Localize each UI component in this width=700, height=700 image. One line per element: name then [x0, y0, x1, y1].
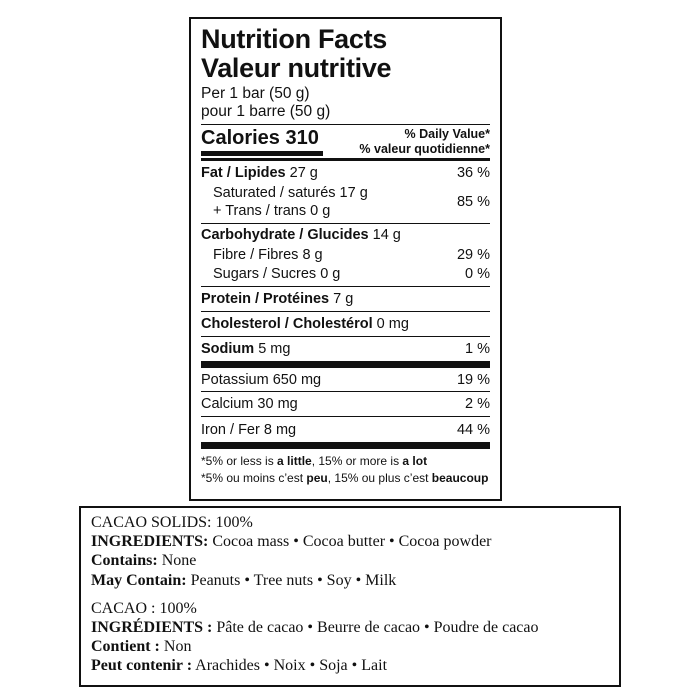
cacao-fr: CACAO : 100%	[91, 599, 197, 617]
iron-amount: 8 mg	[263, 421, 297, 438]
potassium-row	[201, 368, 490, 391]
protein-label: Protein / Protéines	[201, 291, 330, 307]
footnote-fr: *5% ou moins c’est peu, 15% ou plus c’est beaucoup	[201, 471, 489, 485]
potassium-amount: 650 mg	[272, 371, 322, 388]
iron-row	[201, 417, 490, 442]
fibre-row	[201, 245, 490, 264]
carbohydrate-row	[201, 224, 490, 245]
may-contain-en: May Contain: Peanuts • Tree nuts • Soy • Milk	[91, 571, 397, 589]
divider	[201, 361, 490, 368]
trans-row	[213, 202, 368, 220]
saturated-label: Saturated / saturés	[213, 185, 336, 201]
fibre-dv: 29 %	[456, 246, 490, 263]
calcium-row	[201, 392, 490, 416]
nutrition-facts-table	[189, 17, 502, 501]
calories-row	[201, 125, 490, 158]
protein-amount: 7 g	[333, 291, 354, 307]
dv-header-en: % Daily Value*	[404, 127, 490, 141]
daily-value-header	[359, 127, 490, 157]
ingredients-box	[79, 506, 621, 687]
cholesterol-row	[201, 312, 490, 336]
serving-en: Per 1 bar (50 g)	[201, 85, 310, 102]
calcium-label: Calcium	[201, 396, 254, 412]
contains-en: Contains: None	[91, 552, 197, 570]
title-en: Nutrition Facts	[201, 24, 388, 54]
fat-dv: 36 %	[456, 164, 490, 181]
calories-label: Calories	[201, 127, 280, 149]
sugars-label: Sugars / Sucres	[213, 265, 317, 282]
serving-fr: pour 1 barre (50 g)	[201, 103, 331, 120]
trans-amount: 0 g	[310, 203, 331, 219]
sugars-amount: 0 g	[320, 265, 341, 282]
contains-fr: Contient : Non	[91, 638, 192, 656]
cacao-solids-en: CACAO SOLIDS: 100%	[91, 514, 253, 531]
calcium-amount: 30 mg	[257, 396, 298, 412]
calcium-dv: 2 %	[465, 396, 490, 412]
cholesterol-label: Cholesterol / Cholestérol	[201, 316, 373, 332]
may-contain-fr: Peut contenir : Arachides • Noix • Soja • Lait	[91, 657, 388, 675]
carbohydrate-label: Carbohydrate / Glucides	[201, 226, 369, 243]
sat-trans-row	[201, 183, 490, 221]
ingredients-fr: INGRÉDIENTS : Pâte de cacao • Beurre de cacao • Poudre de cacao	[91, 619, 539, 637]
cholesterol-amount: 0 mg	[376, 316, 409, 332]
potassium-label: Potassium	[201, 371, 269, 388]
sugars-row	[201, 264, 490, 283]
sodium-row	[201, 337, 490, 361]
calories	[201, 127, 323, 156]
carbohydrate-amount: 14 g	[372, 226, 401, 243]
dv-header-fr: % valeur quotidienne*	[359, 142, 490, 156]
divider	[201, 442, 490, 449]
saturated-amount: 17 g	[339, 185, 368, 201]
potassium-dv: 19 %	[456, 371, 490, 388]
iron-label: Iron / Fer	[201, 421, 260, 438]
footnote-en: *5% or less is a little, 15% or more is a lot	[201, 454, 428, 468]
title-fr: Valeur nutritive	[201, 53, 392, 83]
fat-row	[201, 161, 490, 183]
protein-row	[201, 287, 490, 311]
sat-trans-dv: 85 %	[456, 194, 490, 210]
sodium-amount: 5 mg	[258, 341, 291, 357]
fibre-amount: 8 g	[302, 246, 323, 263]
ingredients-en: INGREDIENTS: Cocoa mass • Cocoa butter • Cocoa powder	[91, 533, 492, 551]
footnote	[201, 449, 490, 487]
fat-label: Fat / Lipides	[201, 164, 286, 181]
fibre-label: Fibre / Fibres	[213, 246, 299, 263]
calories-value: 310	[285, 127, 319, 149]
sodium-dv: 1 %	[465, 341, 490, 357]
fat-amount: 27 g	[289, 164, 318, 181]
trans-label: + Trans / trans	[213, 203, 307, 219]
sugars-dv: 0 %	[465, 265, 490, 282]
saturated-row	[213, 184, 368, 202]
sodium-label: Sodium	[201, 341, 255, 357]
iron-dv: 44 %	[456, 421, 490, 438]
